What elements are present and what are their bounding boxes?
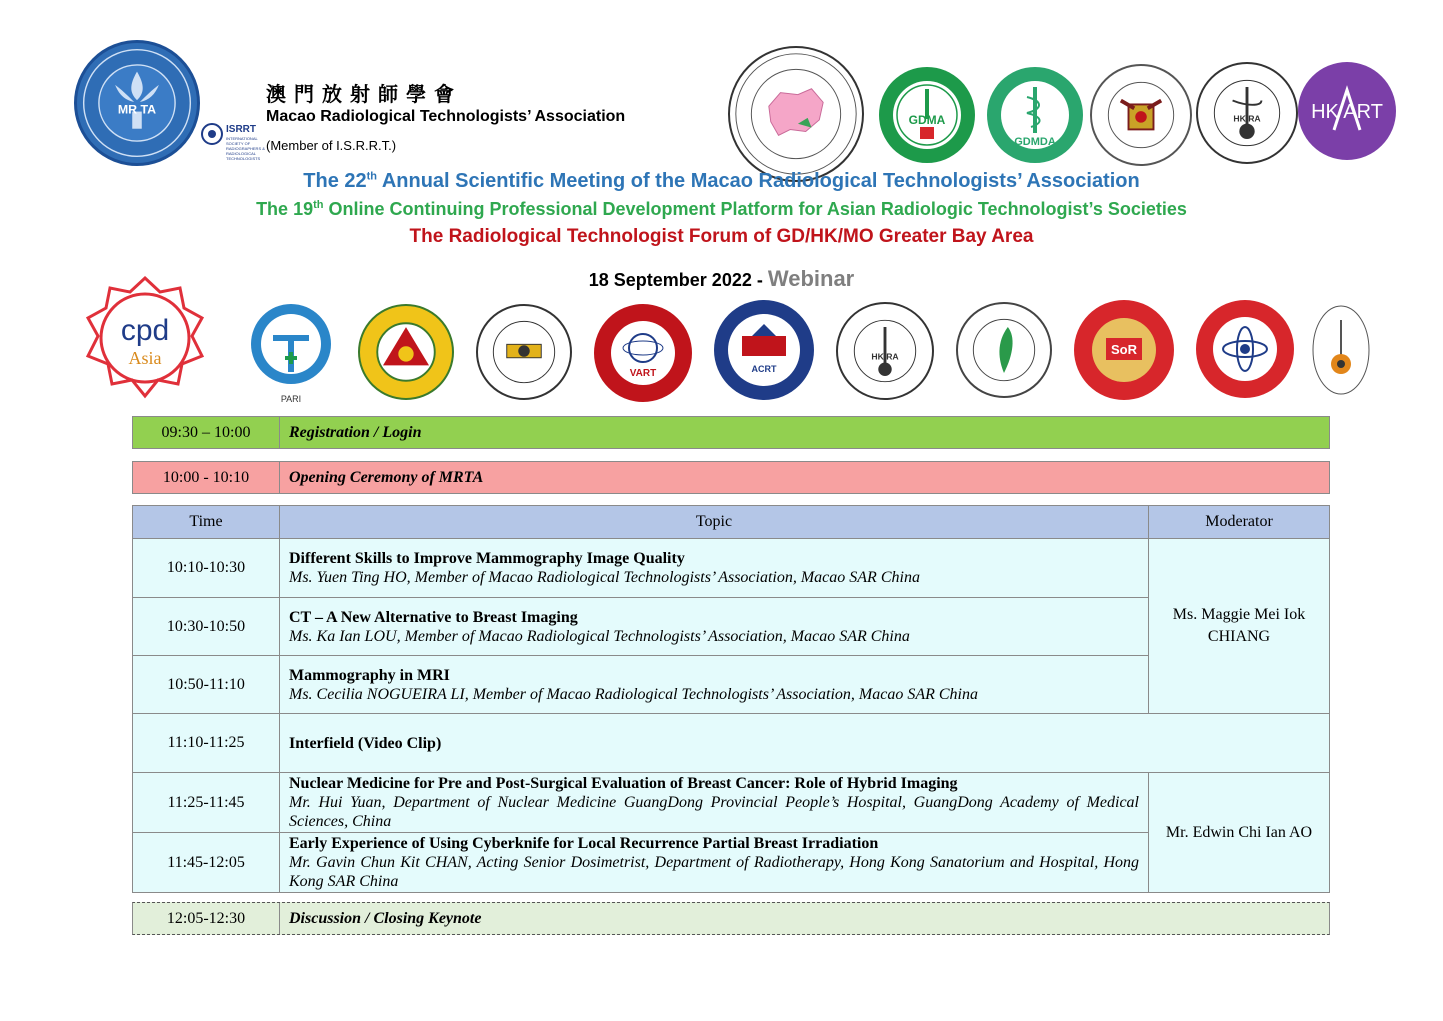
table-header-row [133,506,1330,539]
row-time: 11:10-11:25 [133,714,280,773]
opening-row [132,461,1330,494]
row-time: 10:30-10:50 [133,598,280,656]
sor-logo-text: SoR [1111,342,1137,357]
programme-table [132,505,1330,893]
hkart-logo [1298,62,1396,160]
mrta-logo [74,40,200,166]
moderator-2: Mr. Edwin Chi Ian AO [1149,773,1330,893]
topic-title: CT – A New Alternative to Breast Imaging [289,608,578,626]
hkra-row-logo-text: HK RA [871,351,899,362]
topic-speaker: Mr. Hui Yuan, Department of Nuclear Medicine GuangDong Provincial People’s Hospital, GuangDong Academy of Medical Sciences, China [289,794,1139,830]
isrrt-subtitle: INTERNATIONAL SOCIETY OF RADIOGRAPHERS & RADIOLOGICAL TECHNOLOGISTS [226,136,265,161]
vart-logo [594,304,692,402]
row-topic [280,656,1149,714]
opening-time: 10:00 - 10:10 [133,462,280,493]
title-line-2: The 19th Online Continuing Professional Development Platform for Asian Radiologic Technologist’s Societies [256,199,1187,219]
vart-logo-text: VART [629,368,657,379]
membership-note: (Member of I.S.R.R.T.) [266,138,397,153]
opening-label: Opening Ceremony of MRTA [289,468,484,486]
pari-logo-text: PARI [280,394,302,404]
webinar-label: Webinar [767,266,855,291]
row-time: 10:50-11:10 [133,656,280,714]
title-line-3: The Radiological Technologist Forum of GD/HK/MO Greater Bay Area [409,226,1034,247]
cpd-logo-text: cpd [120,314,170,347]
topic-title: Interfield (Video Clip) [289,734,442,752]
registration-row [132,416,1330,449]
row-time: 11:25-11:45 [133,773,280,833]
closing-time: 12:05-12:30 [133,903,280,934]
topic-title: Mammography in MRI [289,666,450,684]
gdmda-logo [987,67,1083,163]
gdma-logo-text: GDMA [908,113,946,127]
topic-title: Different Skills to Improve Mammography Image Quality [289,550,685,567]
column-header-moderator: Moderator [1149,506,1330,539]
acrt-logo-text: ACRT [751,364,777,374]
hkra-logo-top [1196,62,1298,164]
hkra-logo-row [836,302,934,400]
isrrt-label: ISRRT [226,124,256,135]
topic-speaker: Mr. Gavin Chun Kit CHAN, Acting Senior Dosimetrist, Department of Radiotherapy, Hong Kong Sanatorium and Hospital, Hong Kong SAR China [289,854,1139,890]
registration-label: Registration / Login [289,423,422,441]
cpd-asia-logo [78,274,212,404]
topic-speaker: Ms. Yuen Ting HO, Member of Macao Radiological Technologists’ Association, Macao SAR China [289,569,920,586]
philippine-association-logo [476,304,572,400]
cambodian-radiologic-technologists-logo [714,300,814,400]
association-name-english: Macao Radiological Technologists’ Association [266,108,626,125]
gdma-logo [879,67,975,163]
singapore-society-logo [1074,300,1174,400]
association-name-chinese: 澳門放射師學會 [266,82,462,106]
topic-speaker: Ms. Cecilia NOGUEIRA LI, Member of Macao Radiological Technologists’ Association, Macao SAR China [289,685,978,703]
closing-label: Discussion / Closing Keynote [289,909,482,927]
gdmda-logo-text: GDMDA [1014,136,1056,148]
taiwan-association-logo [956,302,1052,398]
table-row [133,539,1330,598]
myanmar-society-logo [358,304,454,400]
topic-title: Nuclear Medicine for Pre and Post-Surgical Evaluation of Breast Cancer: Role of Hybrid Imaging [289,775,958,792]
pari-logo [245,298,337,406]
row-time: 11:45-12:05 [133,833,280,893]
table-row [133,714,1330,773]
closing-row [132,902,1330,935]
registration-time: 09:30 – 10:00 [133,417,280,448]
row-topic [280,714,1330,773]
row-topic [280,833,1149,893]
mrta-logo-text: MR TA [117,102,157,117]
title-line-1: The 22th Annual Scientific Meeting of the Macao Radiological Technologists’ Association [303,170,1140,192]
topic-speaker: Ms. Ka Ian LOU, Member of Macao Radiological Technologists’ Association, Macao SAR China [289,627,910,645]
row-topic [280,539,1149,598]
hk-radiological-technologists-logo [1090,64,1192,166]
mongolian-radiological-society-logo [1196,300,1294,398]
greater-bay-alliance-logo [728,46,864,182]
column-header-topic: Topic [280,506,1149,539]
cpd-asia-text: Asia [128,348,162,368]
table-row [133,773,1330,833]
row-topic [280,598,1149,656]
indian-society-logo [1310,300,1372,400]
hkra-top-logo-text: HK RA [1233,113,1261,124]
row-time: 10:10-10:30 [133,539,280,598]
hkart-logo-text: HK ART [1311,101,1383,123]
column-header-time: Time [133,506,280,539]
isrrt-logo [200,122,265,161]
moderator-1: Ms. Maggie Mei Iok CHIANG [1149,539,1330,714]
topic-title: Early Experience of Using Cyberknife for Local Recurrence Partial Breast Irradiation [289,835,879,852]
row-topic [280,773,1149,833]
event-date: 18 September 2022 - Webinar [588,266,855,291]
